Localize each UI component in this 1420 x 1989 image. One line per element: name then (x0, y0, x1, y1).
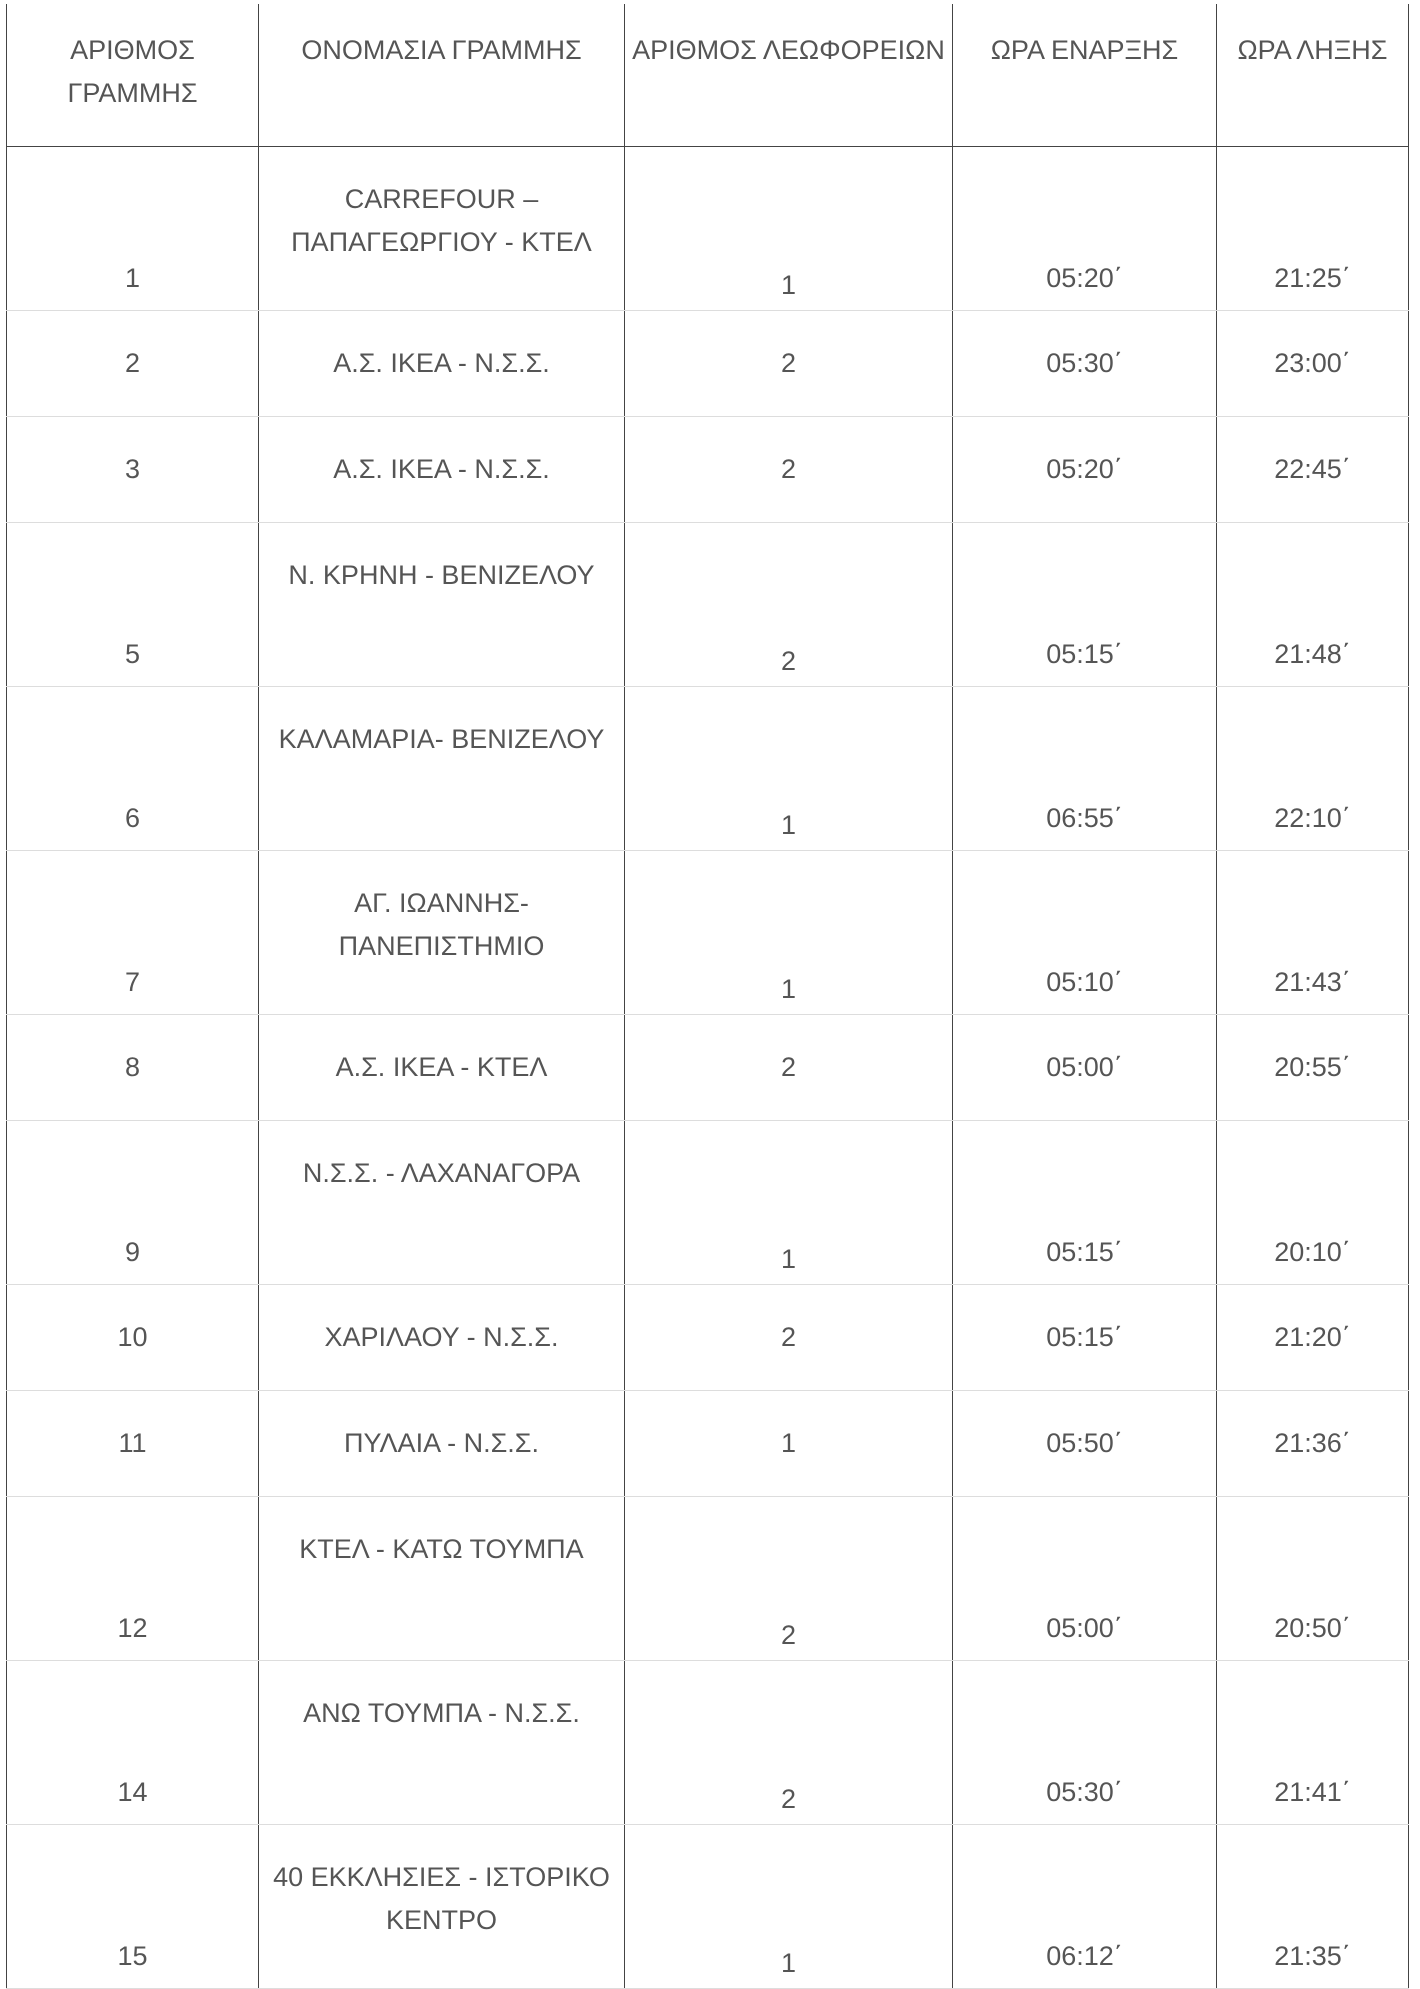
table-row (7, 1390, 1409, 1496)
cell-line-number: 12 (7, 1496, 259, 1660)
cell-line-number: 3 (7, 416, 259, 522)
cell-line-name: ΠΥΛΑΙΑ - Ν.Σ.Σ. (259, 1390, 625, 1496)
cell-line-number: 14 (7, 1660, 259, 1824)
cell-bus-count: 1 (625, 1390, 953, 1496)
cell-line-name: ΚΤΕΛ - ΚΑΤΩ ΤΟΥΜΠΑ (259, 1496, 625, 1660)
table-row (7, 146, 1409, 310)
cell-line-name: 40 ΕΚΚΛΗΣΙΕΣ - ΙΣΤΟΡΙΚΟ ΚΕΝΤΡΟ (259, 1824, 625, 1988)
cell-bus-count: 1 (625, 850, 953, 1014)
cell-bus-count: 2 (625, 1014, 953, 1120)
table-row (7, 1014, 1409, 1120)
cell-line-number: 6 (7, 686, 259, 850)
table-row (7, 686, 1409, 850)
table-row (7, 850, 1409, 1014)
cell-start-time: 05:10΄ (953, 850, 1217, 1014)
table-row (7, 1824, 1409, 1988)
cell-start-time: 05:20΄ (953, 146, 1217, 310)
cell-end-time: 21:35΄ (1217, 1824, 1409, 1988)
cell-line-name: Α.Σ. ΙΚΕΑ - Ν.Σ.Σ. (259, 310, 625, 416)
cell-start-time: 06:55΄ (953, 686, 1217, 850)
cell-bus-count: 1 (625, 1824, 953, 1988)
cell-line-name: Α.Σ. ΙΚΕΑ - ΚΤΕΛ (259, 1014, 625, 1120)
cell-start-time: 05:50΄ (953, 1390, 1217, 1496)
cell-line-number: 7 (7, 850, 259, 1014)
cell-end-time: 20:10΄ (1217, 1120, 1409, 1284)
table-row (7, 416, 1409, 522)
cell-line-number: 10 (7, 1284, 259, 1390)
cell-bus-count: 2 (625, 1660, 953, 1824)
cell-bus-count: 1 (625, 686, 953, 850)
header-start-time: ΩΡΑ ΕΝΑΡΞΗΣ (953, 4, 1217, 146)
cell-line-name: Ν. ΚΡΗΝΗ - ΒΕΝΙΖΕΛΟΥ (259, 522, 625, 686)
cell-end-time: 21:25΄ (1217, 146, 1409, 310)
cell-line-name: CARREFOUR – ΠΑΠΑΓΕΩΡΓΙΟΥ - ΚΤΕΛ (259, 146, 625, 310)
cell-end-time: 22:45΄ (1217, 416, 1409, 522)
cell-line-name: ΚΑΛΑΜΑΡΙΑ- ΒΕΝΙΖΕΛΟΥ (259, 686, 625, 850)
cell-start-time: 05:15΄ (953, 1284, 1217, 1390)
header-line-number: ΑΡΙΘΜΟΣ ΓΡΑΜΜΗΣ (7, 4, 259, 146)
cell-end-time: 21:36΄ (1217, 1390, 1409, 1496)
cell-end-time: 21:41΄ (1217, 1660, 1409, 1824)
cell-bus-count: 2 (625, 310, 953, 416)
cell-line-number: 8 (7, 1014, 259, 1120)
cell-bus-count: 2 (625, 522, 953, 686)
cell-bus-count: 1 (625, 1120, 953, 1284)
cell-line-number: 2 (7, 310, 259, 416)
cell-bus-count: 1 (625, 146, 953, 310)
table-row (7, 1660, 1409, 1824)
header-line-name: ΟΝΟΜΑΣΙΑ ΓΡΑΜΜΗΣ (259, 4, 625, 146)
cell-start-time: 05:30΄ (953, 1660, 1217, 1824)
cell-line-number: 5 (7, 522, 259, 686)
cell-end-time: 20:55΄ (1217, 1014, 1409, 1120)
cell-line-number: 1 (7, 146, 259, 310)
cell-start-time: 05:00΄ (953, 1496, 1217, 1660)
header-bus-count: ΑΡΙΘΜΟΣ ΛΕΩΦΟΡΕΙΩΝ (625, 4, 953, 146)
table-row (7, 522, 1409, 686)
cell-end-time: 21:20΄ (1217, 1284, 1409, 1390)
table-row (7, 310, 1409, 416)
cell-start-time: 06:12΄ (953, 1824, 1217, 1988)
table-row (7, 1496, 1409, 1660)
header-end-time: ΩΡΑ ΛΗΞΗΣ (1217, 4, 1409, 146)
cell-end-time: 22:10΄ (1217, 686, 1409, 850)
cell-start-time: 05:00΄ (953, 1014, 1217, 1120)
cell-line-name: ΑΓ. ΙΩΑΝΝΗΣ- ΠΑΝΕΠΙΣΤΗΜΙΟ (259, 850, 625, 1014)
cell-end-time: 23:00΄ (1217, 310, 1409, 416)
cell-line-name: ΧΑΡΙΛΑΟΥ - Ν.Σ.Σ. (259, 1284, 625, 1390)
cell-bus-count: 2 (625, 416, 953, 522)
cell-line-name: Ν.Σ.Σ. - ΛΑΧΑΝΑΓΟΡΑ (259, 1120, 625, 1284)
cell-line-number: 15 (7, 1824, 259, 1988)
table-row (7, 1120, 1409, 1284)
cell-end-time: 21:43΄ (1217, 850, 1409, 1014)
cell-bus-count: 2 (625, 1496, 953, 1660)
cell-start-time: 05:15΄ (953, 1120, 1217, 1284)
cell-line-name: ΑΝΩ ΤΟΥΜΠΑ - Ν.Σ.Σ. (259, 1660, 625, 1824)
cell-start-time: 05:20΄ (953, 416, 1217, 522)
cell-end-time: 20:50΄ (1217, 1496, 1409, 1660)
cell-line-name: Α.Σ. ΙΚΕΑ - Ν.Σ.Σ. (259, 416, 625, 522)
cell-line-number: 9 (7, 1120, 259, 1284)
table-row (7, 1284, 1409, 1390)
cell-line-number: 11 (7, 1390, 259, 1496)
bus-lines-table (6, 4, 1409, 1989)
cell-start-time: 05:15΄ (953, 522, 1217, 686)
cell-start-time: 05:30΄ (953, 310, 1217, 416)
cell-bus-count: 2 (625, 1284, 953, 1390)
header-row (7, 4, 1409, 146)
cell-end-time: 21:48΄ (1217, 522, 1409, 686)
